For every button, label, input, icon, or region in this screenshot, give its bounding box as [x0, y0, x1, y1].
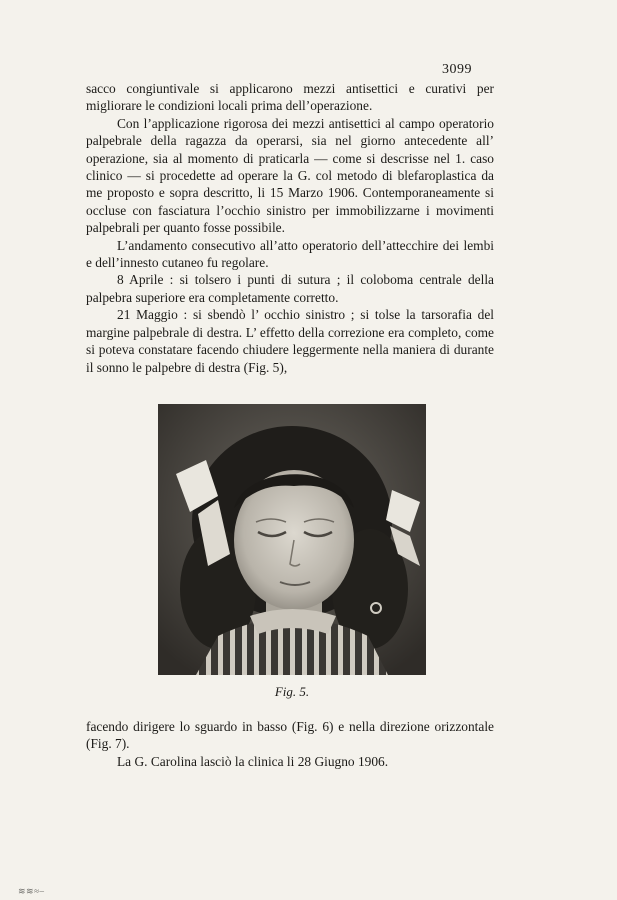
footer-mark: ≋≋≈–	[18, 886, 45, 896]
paragraph: 8 Aprile : si tolsero i punti di sutura ; il coloboma centrale della palpebra superiore era completamente corretto.	[86, 272, 494, 305]
portrait-photo	[158, 404, 426, 675]
paragraph: sacco congiuntivale si applicarono mezzi antisettici e curativi per migliorare le condizioni locali prima dell’operazione.	[86, 81, 494, 114]
paragraph: La G. Carolina lasciò la clinica li 28 Giugno 1906.	[117, 753, 389, 769]
body-text-top	[86, 80, 494, 376]
paragraph: Con l’applicazione rigorosa dei mezzi antisettici al campo operatorio palpebrale della ragazza da operarsi, sia nel giorno antecedente all’ operazione, sia al momento di praticarla — come si descrisse nel 1. caso clinico — si procedette ad operare la G. col metodo di blefaroplastica da me proposto e sopra descritto, li 15 Marzo 1906. Contemporaneamente si occluse con fasciatura l’occhio sinistro per immobilizzarne i movimenti palpebrali per quanto fosse possibile.	[86, 115, 494, 236]
paragraph: L’andamento consecutivo all’atto operatorio dell’attecchire dei lembi e dell’innesto cutaneo fu regolare.	[86, 237, 494, 271]
figure-caption: Fig. 5.	[274, 684, 310, 699]
body-text-bottom	[86, 718, 494, 770]
figure-photo-girl-eyes-closed	[158, 404, 426, 675]
paragraph: 21 Maggio : si sbendò l’ occhio sinistro ; si tolse la tarsorafia del margine palpebrale di destra. L’ effetto della correzione era completo, come si poteva constatare facendo chiudere leggermente nella maniera di durante il sonno le palpebre di destra (Fig. 5),	[86, 307, 494, 375]
paragraph: facendo dirigere lo sguardo in basso (Fig. 6) e nella direzione orizzontale (Fig. 7).	[86, 719, 494, 752]
page-number: 3099	[442, 62, 472, 77]
